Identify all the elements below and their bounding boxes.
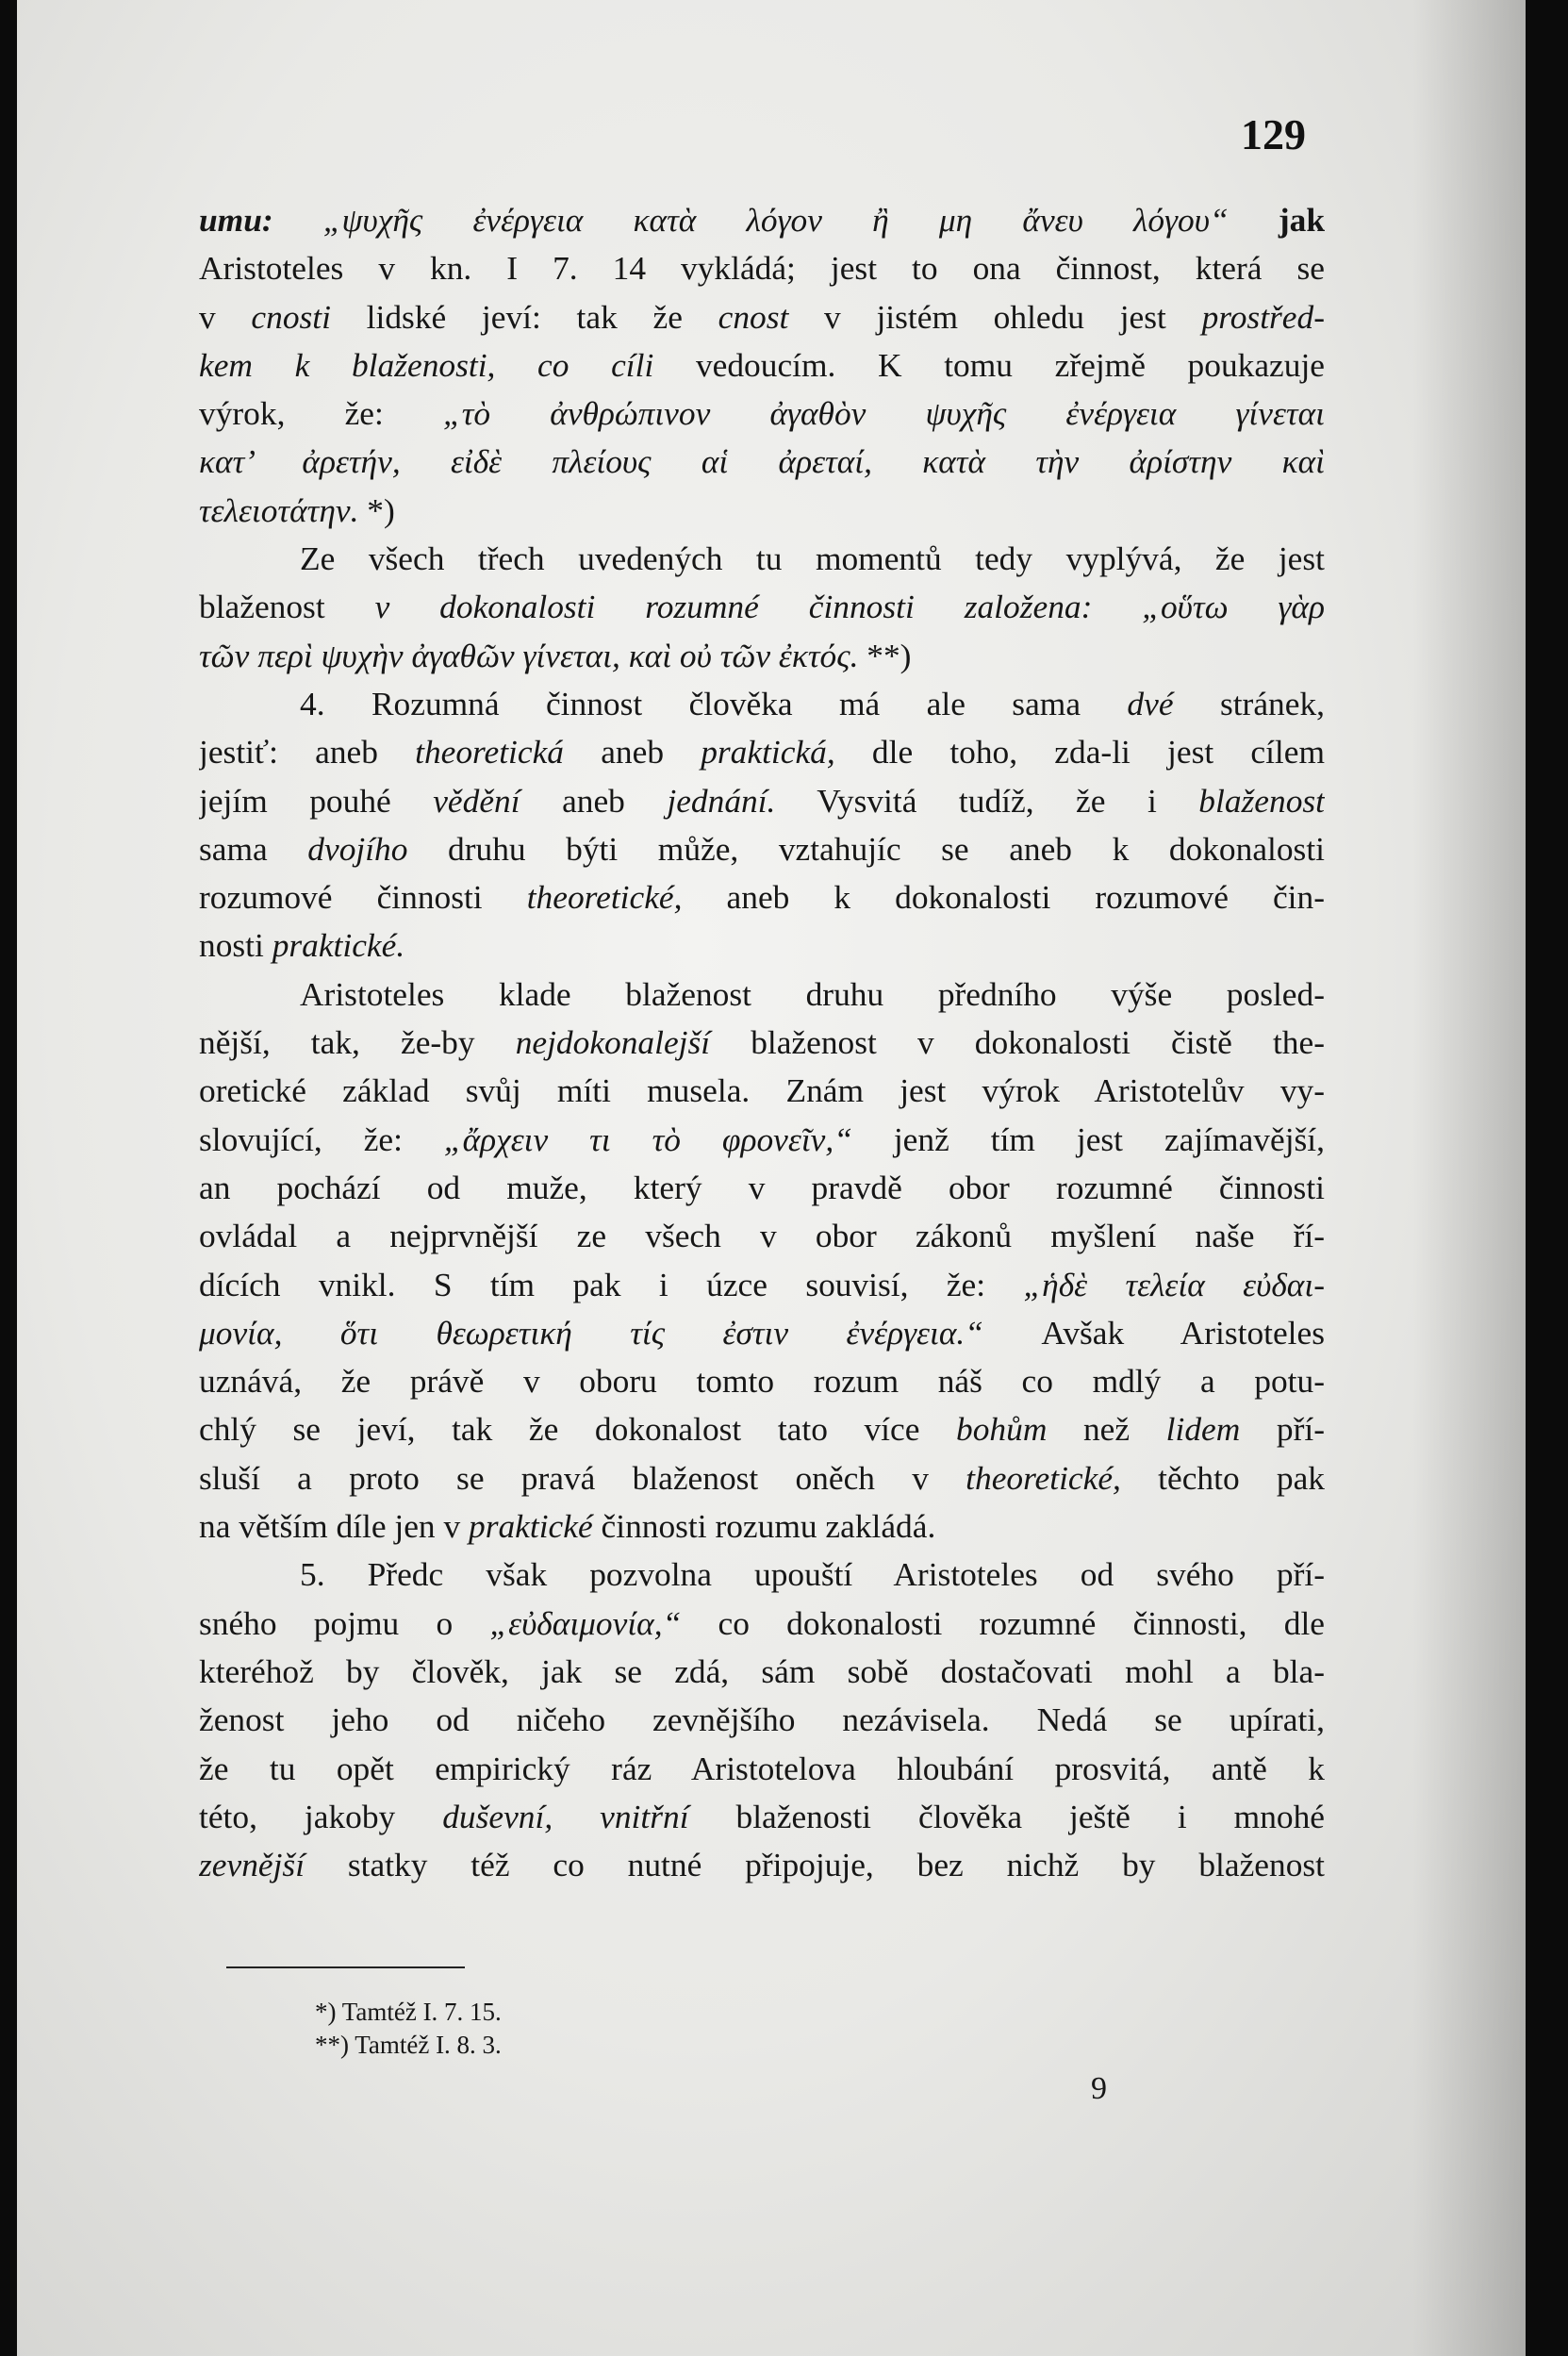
text-segment: lidem bbox=[1165, 1410, 1241, 1449]
text-segment: jestiť: aneb bbox=[199, 733, 416, 772]
text-segment: stránek, bbox=[1173, 684, 1325, 722]
text-segment: v bbox=[199, 297, 252, 336]
text-segment: blaženosti člověka ještě i mnohé bbox=[688, 1797, 1325, 1835]
text-line bbox=[199, 873, 1325, 921]
text-line bbox=[199, 632, 1325, 680]
text-segment: jednání. bbox=[667, 781, 776, 820]
text-segment: že tu opět empirický ráz Aristotelova hloubání prosvitá, antě k bbox=[199, 1749, 1325, 1787]
text-line bbox=[199, 1116, 1325, 1164]
text-segment: statky též co nutné připojuje, bez nichž by blaženost bbox=[305, 1846, 1325, 1884]
text-segment: rozumové činnosti bbox=[199, 878, 527, 917]
text-segment: „ἡδὲ τελεία εὐδαι- bbox=[1023, 1265, 1325, 1303]
text-line bbox=[199, 1696, 1325, 1744]
text-segment: an pochází od muže, který v pravdě obor rozumné činnosti bbox=[199, 1168, 1325, 1206]
text-line bbox=[199, 244, 1325, 292]
text-segment: τῶν περὶ ψυχὴν ἀγαθῶν γίνεται, καὶ οὐ τῶν ἐκτός. bbox=[199, 636, 859, 674]
text-segment: vedoucím. K tomu zřejmě poukazuje bbox=[653, 345, 1325, 384]
text-segment: ovládal a nejprvnější ze všech v obor zákonů myšlení naše ří- bbox=[199, 1217, 1325, 1255]
text-segment: zevnější bbox=[199, 1846, 305, 1884]
text-line bbox=[199, 1600, 1325, 1648]
text-line bbox=[199, 1841, 1325, 1889]
text-segment: jejím pouhé bbox=[199, 781, 434, 820]
footnote: *) Tamtéž I. 7. 15. bbox=[315, 1998, 502, 2026]
text-line bbox=[199, 728, 1325, 776]
text-segment: aneb k dokonalosti rozumové čin- bbox=[682, 878, 1325, 917]
text-segment: oretické základ svůj míti musela. Znám jest výrok Aristotelův vy- bbox=[199, 1071, 1325, 1110]
text-line bbox=[199, 535, 1325, 583]
text-segment: blaženost bbox=[199, 588, 375, 626]
text-segment: uznává, že právě v oboru tomto rozum náš co mdlý a potu- bbox=[199, 1362, 1325, 1401]
text-segment: chlý se jeví, tak že dokonalost tato více bbox=[199, 1410, 957, 1449]
text-line bbox=[199, 196, 1325, 244]
text-line bbox=[199, 438, 1325, 486]
text-segment: dle toho, zda-li jest cílem bbox=[834, 733, 1325, 772]
text-segment: blaženost v dokonalosti čistě the- bbox=[710, 1023, 1325, 1062]
text-segment: theoretické, bbox=[966, 1458, 1121, 1497]
text-line bbox=[199, 1454, 1325, 1502]
page-edge-shadow bbox=[1412, 0, 1526, 2356]
footnotes bbox=[315, 1996, 502, 2062]
text-line bbox=[199, 1261, 1325, 1309]
text-segment: cnosti bbox=[251, 297, 331, 336]
text-segment: sluší a proto se pravá blaženost oněch v bbox=[199, 1458, 966, 1497]
text-segment: praktické. bbox=[272, 926, 405, 965]
text-segment: kteréhož by člověk, jak se zdá, sám sobě dostačovati mohl a bla- bbox=[199, 1651, 1325, 1690]
text-segment: Avšak Aristoteles bbox=[982, 1313, 1325, 1352]
text-segment: „ἄρχειν τι τὸ φρονεῖν,“ bbox=[443, 1120, 852, 1158]
text-segment: bohům bbox=[956, 1410, 1048, 1449]
text-line bbox=[199, 1164, 1325, 1212]
text-segment: v dokonalosti rozumné činnosti založena: bbox=[374, 588, 1093, 626]
text-segment: kem k blaženosti, co cíli bbox=[199, 345, 654, 384]
text-line bbox=[199, 921, 1325, 970]
text-segment: aneb bbox=[564, 733, 701, 772]
text-segment: slovující, že: bbox=[199, 1120, 444, 1158]
text-segment: dících vnikl. S tím pak i úzce souvisí, že: bbox=[199, 1265, 1024, 1303]
text-segment: Vysvitá tudíž, že i bbox=[775, 781, 1199, 820]
signature-mark: 9 bbox=[1091, 2071, 1107, 2106]
text-line bbox=[199, 1793, 1325, 1841]
text-line bbox=[199, 293, 1325, 341]
text-segment: theoretická bbox=[415, 733, 565, 772]
text-line bbox=[199, 1405, 1325, 1453]
text-segment: co dokonalosti rozumné činnosti, dle bbox=[681, 1603, 1325, 1642]
text-segment: jak bbox=[1228, 201, 1325, 239]
text-line bbox=[199, 487, 1325, 535]
text-segment: Aristoteles v kn. I 7. 14 vykládá; jest to ona činnost, která se bbox=[199, 249, 1325, 288]
text-segment: cnost bbox=[718, 297, 789, 336]
text-line bbox=[199, 341, 1325, 390]
text-segment: výrok, že: bbox=[199, 394, 444, 433]
text-line bbox=[199, 1309, 1325, 1357]
text-segment: umu: bbox=[199, 201, 323, 239]
text-segment: sama bbox=[199, 829, 308, 868]
text-segment: „τὸ ἀνθρώπινον ἀγαθὸν ψυχῆς ἐνέργεια γίνεται bbox=[443, 394, 1325, 433]
text-segment: vědění bbox=[433, 781, 520, 820]
text-segment: Aristoteles klade blaženost druhu předního výše posled- bbox=[300, 974, 1325, 1013]
text-segment: na větším díle jen v bbox=[199, 1507, 470, 1546]
text-segment: κατ’ ἀρετήν, εἰδὲ πλείους αἱ ἀρεταί, κατὰ τὴν ἀρίστην καὶ bbox=[199, 442, 1325, 481]
text-segment: pří- bbox=[1240, 1410, 1325, 1449]
text-line bbox=[199, 680, 1325, 728]
text-line bbox=[199, 1745, 1325, 1793]
text-line bbox=[199, 1067, 1325, 1115]
text-segment: nosti bbox=[199, 926, 272, 965]
text-line bbox=[199, 390, 1325, 438]
text-segment: dvojího bbox=[307, 829, 408, 868]
book-page bbox=[17, 0, 1526, 2356]
text-segment: prostřed- bbox=[1201, 297, 1325, 336]
text-segment: ženost jeho od ničeho zevnějšího nezávisela. Nedá se upírati, bbox=[199, 1701, 1325, 1739]
text-line bbox=[199, 1648, 1325, 1696]
text-line bbox=[199, 583, 1325, 631]
text-segment: lidské jeví: tak že bbox=[330, 297, 718, 336]
text-segment: 4. Rozumná činnost člověka má ale sama bbox=[300, 684, 1128, 722]
text-segment: „ψυχῆς ἐνέργεια κατὰ λόγον ἢ μη ἄνευ λόγου“ bbox=[322, 201, 1229, 239]
text-segment: v jistém ohledu jest bbox=[788, 297, 1202, 336]
text-segment: této, jakoby bbox=[199, 1797, 443, 1835]
text-segment: nější, tak, že-by bbox=[199, 1023, 516, 1062]
text-segment: praktická, bbox=[701, 733, 835, 772]
text-segment: aneb bbox=[520, 781, 668, 820]
text-segment: druhu býti může, vztahujíc se aneb k dokonalosti bbox=[407, 829, 1325, 868]
footnote-divider bbox=[226, 1966, 465, 1968]
text-segment: dvé bbox=[1127, 684, 1174, 722]
footnote: **) Tamtéž I. 8. 3. bbox=[315, 2031, 502, 2059]
text-segment: těchto pak bbox=[1120, 1458, 1325, 1497]
text-segment: duševní, vnitřní bbox=[442, 1797, 689, 1835]
page-number: 129 bbox=[1241, 110, 1306, 158]
text-line bbox=[199, 1019, 1325, 1067]
text-line bbox=[199, 825, 1325, 873]
text-segment: činnosti rozumu zakládá. bbox=[592, 1507, 936, 1546]
text-line bbox=[199, 1551, 1325, 1599]
text-segment: „εὐδαιμονία,“ bbox=[489, 1603, 682, 1642]
text-segment: τελειοτάτην. bbox=[199, 490, 359, 529]
text-segment: praktické bbox=[469, 1507, 593, 1546]
text-segment: než bbox=[1047, 1410, 1166, 1449]
text-line bbox=[199, 1212, 1325, 1260]
text-segment: 5. Předc však pozvolna upouští Aristoteles od svého pří- bbox=[300, 1555, 1325, 1594]
text-line bbox=[199, 777, 1325, 825]
text-segment: „οὕτω γὰρ bbox=[1092, 588, 1325, 626]
text-segment: sného pojmu o bbox=[199, 1603, 490, 1642]
text-line bbox=[199, 1502, 1325, 1551]
body-text bbox=[199, 196, 1325, 1889]
text-segment: jenž tím jest zajímavější, bbox=[851, 1120, 1325, 1158]
text-segment: theoretické, bbox=[526, 878, 683, 917]
text-line bbox=[199, 971, 1325, 1019]
text-line bbox=[199, 1357, 1325, 1405]
text-segment: μονία, ὅτι θεωρετική τίς ἐστιν ἐνέργεια.“ bbox=[199, 1313, 983, 1352]
text-segment: Ze všech třech uvedených tu momentů tedy vyplývá, že jest bbox=[300, 539, 1325, 578]
text-segment: nejdokonalejší bbox=[515, 1023, 711, 1062]
text-segment: blaženost bbox=[1198, 781, 1325, 820]
text-segment: *) bbox=[358, 490, 395, 529]
text-segment: **) bbox=[858, 636, 912, 674]
